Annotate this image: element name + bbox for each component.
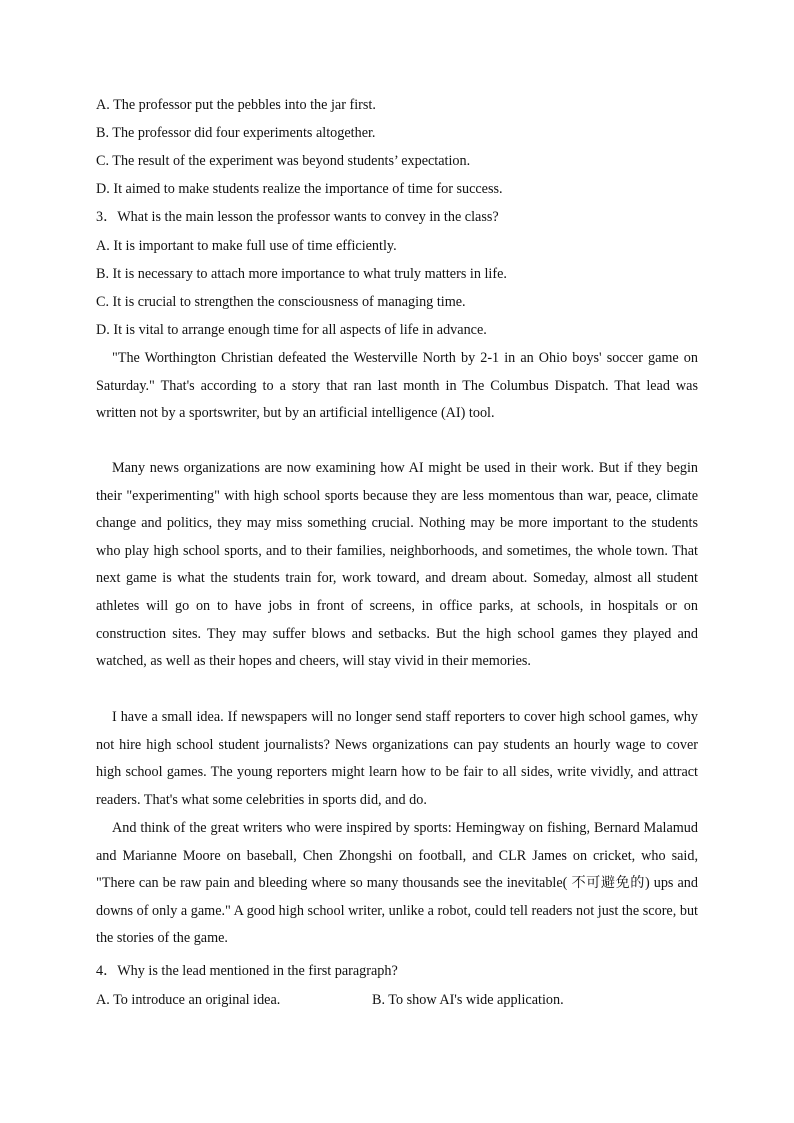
q2-option-b: B. The professor did four experiments altogether. [96,125,376,141]
passage-paragraph-3: I have a small idea. If newspapers will no longer send staff reporters to cover high school games, why not hire high school student journalists? News organizations can pay students an hourly wage to cover high school games. The young reporters might learn how to be fair to all sides, write vividly, and attract readers. That's what some celebrities in sports did, and do. [96,709,698,808]
passage-paragraph-4: And think of the great writers who were inspired by sports: Hemingway on fishing, Bernard Malamud and Marianne Moore on baseball, Chen Zhongshi on football, and CLR James on cricket, who said, "There can be raw pain and bleeding where so many thousands see the inevitable( 不可避免的) ups and downs of only a game." A good high school writer, unlike a robot, could tell readers not just the score, but the stories of the game. [96,820,698,947]
q3-option-c: C. It is crucial to strengthen the consciousness of managing time. [96,294,466,310]
q3-option-a: A. It is important to make full use of time efficiently. [96,238,397,254]
q2-option-c: C. The result of the experiment was beyond students’ expectation. [96,153,471,169]
q2-option-d: D. It aimed to make students realize the importance of time for success. [96,181,503,197]
q4-option-b: B. To show AI's wide application. [372,992,564,1008]
q4-question: 4．Why is the lead mentioned in the first paragraph? [96,963,398,979]
passage-paragraph-1: "The Worthington Christian defeated the Westerville North by 2-1 in an Ohio boys' soccer game on Saturday." That's according to a story that ran last month in The Columbus Dispatch. That lead was written not by a sportswriter, but by an artificial intelligence (AI) tool. [96,350,698,422]
q2-option-a: A. The professor put the pebbles into the jar first. [96,97,376,113]
q4-option-a: A. To introduce an original idea. [96,992,281,1008]
q4-options-row [96,991,698,1009]
q3-question: 3．What is the main lesson the professor wants to convey in the class? [96,209,499,225]
q3-option-d: D. It is vital to arrange enough time for all aspects of life in advance. [96,322,487,338]
q3-option-b: B. It is necessary to attach more importance to what truly matters in life. [96,266,507,282]
passage-paragraph-2: Many news organizations are now examining how AI might be used in their work. But if they begin their "experimenting" with high school sports because they are less momentous than war, peace, climate change and politics, they may miss something crucial. Nothing may be more important to the students who play high school sports, and to their families, neighborhoods, and sometimes, the whole town. That next game is what the students train for, work toward, and dream about. Someday, almost all student athletes will go on to have jobs in front of screens, in office parks, at schools, in hospitals or on construction sites. They may suffer blows and setbacks. But the high school games they played and watched, as well as their hopes and cheers, will stay vivid in their memories. [96,460,698,670]
